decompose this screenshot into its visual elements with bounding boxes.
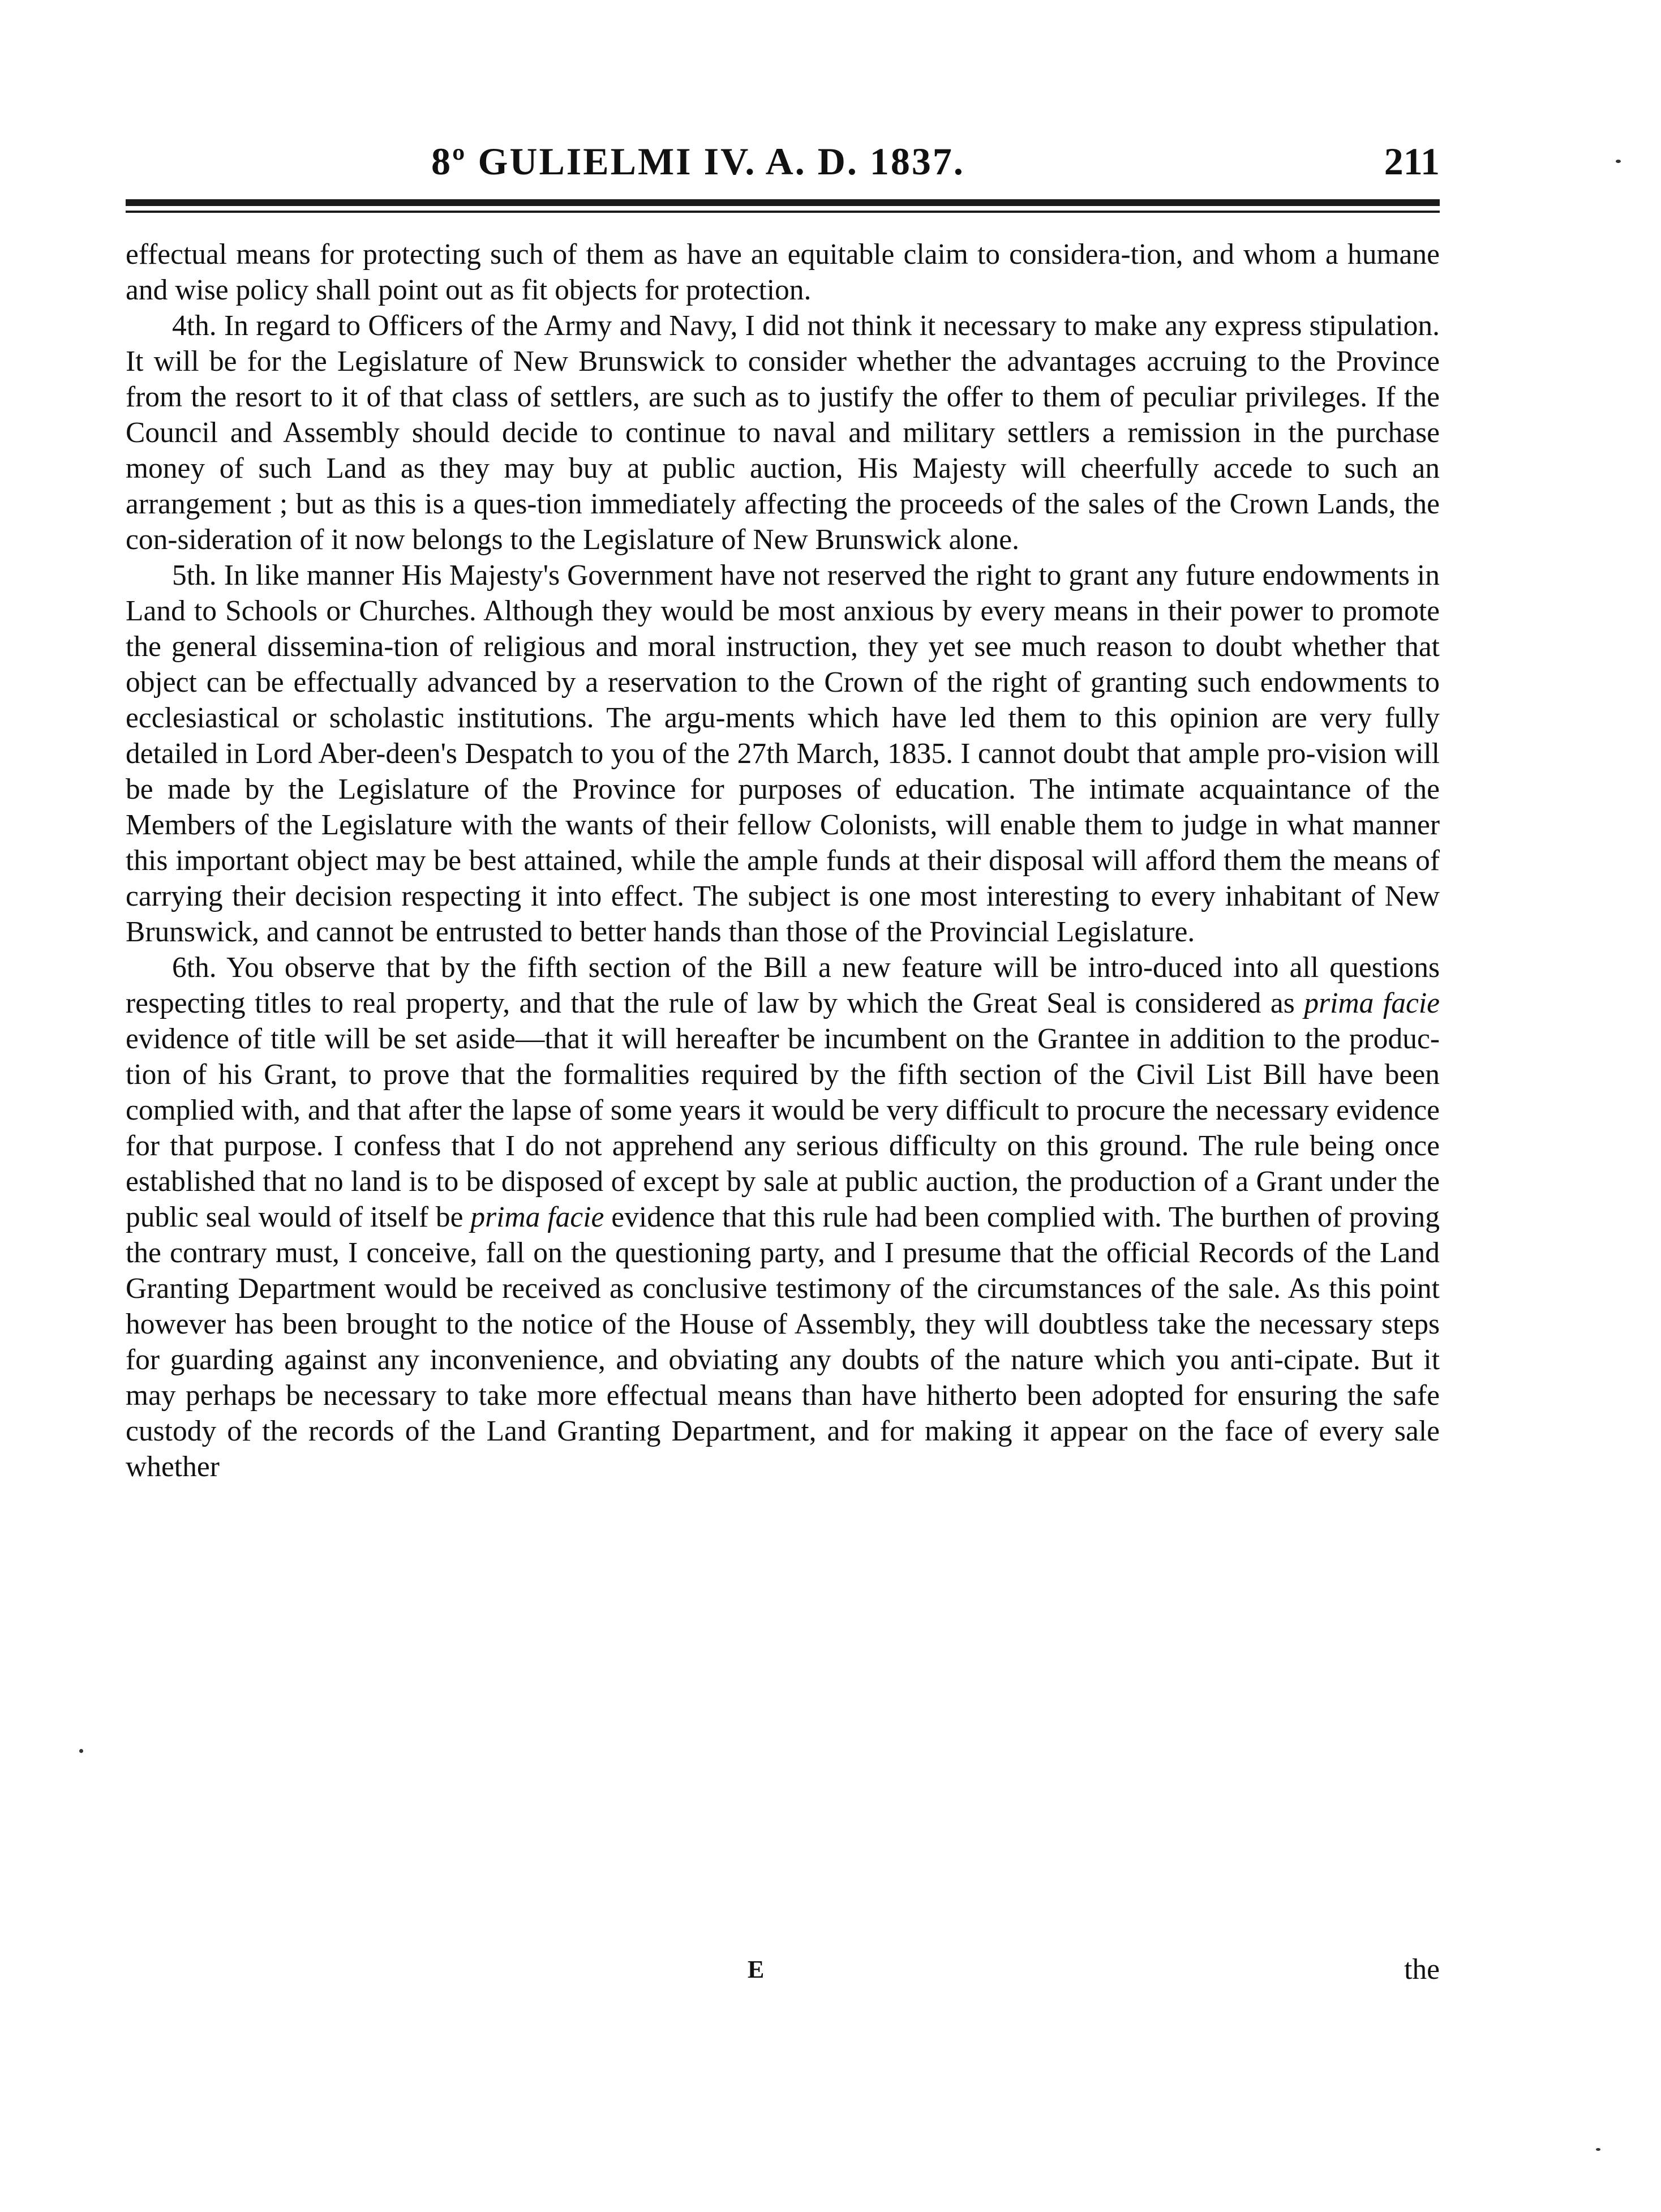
margin-speck bbox=[1596, 2148, 1600, 2151]
page-number: 211 bbox=[1384, 140, 1440, 183]
paragraph-6th bbox=[126, 950, 1440, 1485]
paragraph-5th bbox=[126, 558, 1440, 950]
text-run: effectual means for protecting such of them as have an equitable claim to considera-tion, and whom a humane and wise policy shall point out as fit objects for protection. bbox=[126, 238, 1440, 306]
text-run: evidence of title will be set aside—that it will hereafter be incumbent on the Grantee in addition to the produc-tion of his Grant, to prove that the formalities required by the fifth section of the Civil List Bill have been complied with, and that after the lapse of some years it would be very difficult to procure the necessary evidence for that purpose. I confess that I do not apprehend any serious difficulty on this ground. The rule being once established that no land is to be disposed of except by sale at public auction, the production of a Grant under the public seal would of itself be bbox=[126, 1023, 1440, 1233]
paragraph-4th bbox=[126, 308, 1440, 558]
italic-phrase: prima facie bbox=[470, 1201, 604, 1233]
margin-speck bbox=[79, 1749, 83, 1753]
paragraph-continued bbox=[126, 237, 1440, 308]
margin-speck bbox=[1616, 160, 1621, 163]
italic-phrase: prima facie bbox=[1304, 987, 1440, 1019]
text-run: 4th. In regard to Officers of the Army and Navy, I did not think it necessary to make any express stipulation. It will be for the Legislature of New Brunswick to consider whether the advantages accruing to the Province from the resort to it of that class of settlers, are such as to justify the offer to them of peculiar privileges. If the Council and Assembly should decide to continue to naval and military settlers a remission in the purchase money of such Land as they may buy at public auction, His Majesty will cheerfully accede to such an arrangement ; but as this is a ques-tion immediately affecting the proceeds of the sales of the Crown Lands, the con-sideration of it now belongs to the Legislature of New Brunswick alone. bbox=[126, 310, 1440, 556]
page-header bbox=[126, 135, 1440, 188]
signature-mark: E bbox=[748, 1956, 765, 1983]
text-run: 5th. In like manner His Majesty's Government have not reserved the right to grant any future endowments in Land to Schools or Churches. Although they would be most anxious by every means in their power to promote the general dissemina-tion of religious and moral instruction, they yet see much reason to doubt whether that object can be effectually advanced by a reservation to the Crown of the right of granting such endowments to ecclesiastical or scholastic institutions. The argu-ments which have led them to this opinion are very fully detailed in Lord Aber-deen's Despatch to you of the 27th March, 1835. I cannot doubt that ample pro-vision will be made by the Legislature of the Province for purposes of education. The intimate acquaintance of the Members of the Legislature with the wants of their fellow Colonists, will enable them to judge in what manner this important object may be best attained, while the ample funds at their disposal will afford them the means of carrying their decision respecting it into effect. The subject is one most interesting to every inhabitant of New Brunswick, and cannot be entrusted to better hands than those of the Provincial Legislature. bbox=[126, 559, 1440, 948]
header-rule-thick bbox=[126, 199, 1440, 206]
text-run: evidence that this rule had been complied with. The burthen of proving the contrary must, I conceive, fall on the questioning party, and I presume that the official Records of the Land Granting Department would be received as conclusive testimony of the circumstances of the sale. As this point however has been brought to the notice of the House of Assembly, they will doubtless take the necessary steps for guarding against any inconvenience, and obviating any doubts of the nature which you anti-cipate. But it may perhaps be necessary to take more effectual means than have hitherto been adopted for ensuring the safe custody of the records of the Land Granting Department, and for making it appear on the face of every sale whether bbox=[126, 1201, 1440, 1483]
page-footer bbox=[126, 1950, 1440, 1990]
header-rule-thin bbox=[126, 211, 1440, 213]
text-run: 6th. You observe that by the fifth section of the Bill a new feature will be intro-duced into all questions respecting titles to real property, and that the rule of law by which the Great Seal is considered as bbox=[126, 951, 1440, 1019]
catchword: the bbox=[1404, 1953, 1440, 1986]
running-title: 8º GULIELMI IV. A. D. 1837. bbox=[431, 140, 965, 183]
body-text bbox=[126, 237, 1440, 1485]
